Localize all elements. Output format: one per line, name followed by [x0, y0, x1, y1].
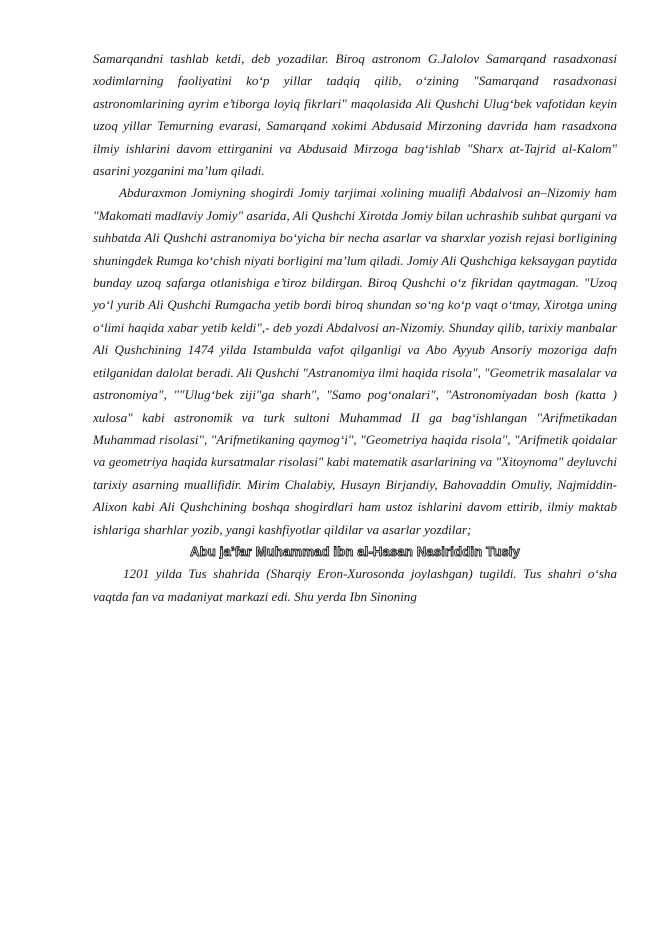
paragraph-ali-qushchi-works: Abduraxmon Jomiyning shogirdi Jomiy tarjimai xolining mualifi Abdalvosi an–Nizomiy ham "Makomati madlaviy Jomiy" asarida, Ali Qushchi Xirotda Jomiy bilan uchrashib suhbat qurgani va suhbatda Ali Qushchi astranomiya bo‘yicha bir necha asarlar va sharxlar yozish rejasi borligining shuningdek Rumga ko‘chish niyati borligini ma’lum qiladi. Jomiy Ali Qushchiga keksaygan paytida bunday uzoq safarga otlanishiga e’tiroz bildirgan. Biroq Qushchi o‘z fikridan qaytmagan. "Uzoq yo‘l yurib Ali Qushchi Rumgacha yetib bordi biroq shundan so‘ng ko‘p vaqt o‘tmay, Xirotga uning o‘limi haqida xabar yetib keldi",- deb yozdi Abdalvosi an-Nizomiy. Shunday qilib, tarixiy manbalar Ali Qushchining 1474 yilda Istambulda vafot qilganligi va Abo Ayyub Ansoriy mozoriga dafn etilganidan dalolat beradi. Ali Qushchi "Astranomiya ilmi haqida risola", "Geometrik masalalar va astronomiya", ""Ulug‘bek ziji"ga sharh", "Samo pog‘onalari", "Astronomiyadan bosh (katta ) xulosa" kabi astronomik va turk sultoni Muhammad II ga bag‘ishlangan "Arifmetikadan Muhammad risolasi", "Arifmetikaning qaymog‘i", "Geometriya haqida risola", "Arifmetik qoidalar va geometriya haqida kursatmalar risolasi" kabi matematik asarlarining va "Xitoynoma" deyluvchi tarixiy asarning muallifidir. Mirim Chalabiy, Husayn Birjandiy, Bahovaddin Omuliy, Najmiddin- Alixon kabi Ali Qushchining boshqa shogirdlari ham ustoz ishlarini davom ettirib, ilmiy maktab ishlariga sharhlar yozib, yangi kashfiyotlar qildilar va asarlar yozdilar;	[93, 185, 617, 537]
paragraph-ali-qushchi-samarqand: Samarqandni tashlab ketdi, deb yozadilar. Biroq astronom G.Jalolov Samarqand rasadxonasi xodimlarning faoliyatini ko‘p yillar tadqiq qilib, o‘zining "Samarqand rasadxonasi astronomlarining ayrim e’tiborga loyiq fikrlari" maqolasida Ali Qushchi Ulug‘bek vafotidan keyin uzoq yillar Temurning evarasi, Samarqand xokimi Abdusaid Mirzoning davrida ham rasadxona ilmiy ishlarini davom ettirganini va Abdusaid Mirzoga bag‘ishlab "Sharx at-Tajrid al-Kalom" asarini yozganini ma’lum qiladi.	[93, 51, 617, 179]
paragraph-tusiy-birth: 1201 yilda Tus shahrida (Sharqiy Eron-Xurosonda joylashgan) tugildi. Tus shahri o‘sha vaqtda fan va madaniyat markazi edi. Shu yerda Ibn Sinoning	[93, 566, 617, 604]
section-heading-tusiy: Abu ja’far Muhammad ibn al-Hasan Nasiriddin Tusiy	[189, 543, 520, 559]
document-page	[93, 48, 617, 608]
